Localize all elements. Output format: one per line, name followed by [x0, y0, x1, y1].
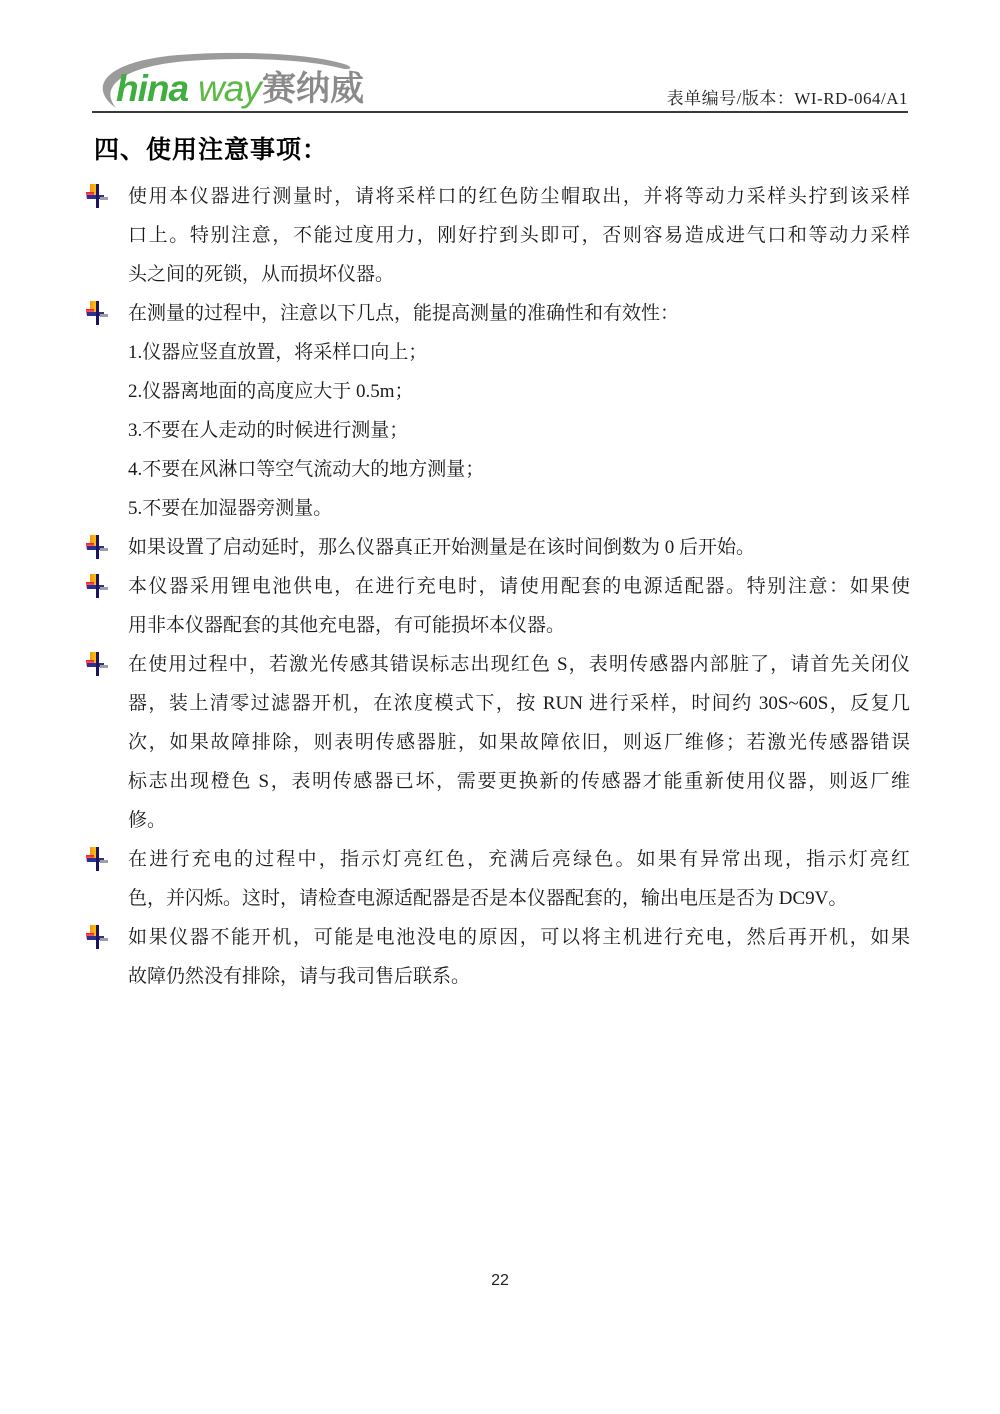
pin-bullet-icon: [86, 535, 108, 559]
logo-text-way: way: [198, 68, 261, 109]
text-line: 3.不要在人走动的时候进行测量；: [128, 420, 409, 441]
text-line: 口上。特别注意，不能过度用力，刚好拧到头即可，否则容易造成进气口和等动力采样: [128, 225, 910, 246]
text-line: 次，如果故障排除，则表明传感器脏，如果故障依旧，则返厂维修；若激光传感器错误: [128, 732, 910, 753]
pin-bullet-icon: [86, 184, 108, 208]
text-line: 使用本仪器进行测量时，请将采样口的红色防尘帽取出，并将等动力采样头拧到该采样: [128, 186, 910, 207]
pin-bullet-icon: [86, 574, 108, 598]
chinaway-logo: [86, 50, 386, 114]
pin-bullet-part: [96, 301, 99, 325]
text-line: 在测量的过程中，注意以下几点，能提高测量的准确性和有效性：: [128, 303, 680, 324]
pin-bullet-part: [100, 860, 108, 863]
text-line: 1.仪器应竖直放置，将采样口向上；: [128, 342, 428, 363]
text-line: 在使用过程中，若激光传感其错误标志出现红色 S，表明传感器内部脏了，请首先关闭仪: [128, 654, 910, 675]
text-line: 故障仍然没有排除，请与我司售后联系。: [128, 966, 471, 987]
note-item: [128, 567, 910, 645]
pin-bullet-icon: [86, 925, 108, 949]
note-item: [128, 840, 910, 918]
section-title: 四、使用注意事项：: [94, 137, 329, 164]
text-line: 色，并闪烁。这时，请检查电源适配器是否是本仪器配套的，输出电压是否为 DC9V。: [128, 888, 848, 909]
text-line: 修。: [128, 810, 167, 831]
pin-bullet-part: [100, 548, 108, 551]
pin-bullet-part: [96, 184, 99, 208]
pin-bullet-part: [100, 314, 108, 317]
text-line: 本仪器采用锂电池供电，在进行充电时，请使用配套的电源适配器。特别注意：如果使: [128, 576, 910, 597]
pin-bullet-part: [96, 847, 99, 871]
pin-bullet-part: [96, 652, 99, 676]
note-item: [128, 918, 910, 996]
text-line: 4.不要在风淋口等空气流动大的地方测量；: [128, 459, 485, 480]
pin-bullet-part: [100, 665, 108, 668]
page-number: 22: [491, 1272, 509, 1289]
text-line: 如果设置了启动延时，那么仪器真正开始测量是在该时间倒数为 0 后开始。: [128, 537, 756, 558]
pin-bullet-icon: [86, 652, 108, 676]
logo-text-hina: hina: [116, 68, 189, 109]
text-line: 5.不要在加湿器旁测量。: [128, 498, 333, 519]
note-item: [128, 645, 910, 840]
pin-bullet-part: [96, 925, 99, 949]
pin-bullet-part: [96, 574, 99, 598]
note-item: [128, 528, 910, 567]
text-line: 用非本仪器配套的其他充电器，有可能损坏本仪器。: [128, 615, 566, 636]
text-line: 2.仪器离地面的高度应大于 0.5m；: [128, 381, 414, 402]
pin-bullet-part: [96, 535, 99, 559]
note-item: [128, 294, 910, 333]
pin-bullet-part: [100, 587, 108, 590]
text-line: 器，装上清零过滤器开机，在浓度模式下，按 RUN 进行采样，时间约 30S~60S，反复几: [128, 693, 910, 714]
text-line: 标志出现橙色 S，表明传感器已坏，需要更换新的传感器才能重新使用仪器，则返厂维: [128, 771, 910, 792]
pin-bullet-part: [100, 197, 108, 200]
form-number: 表单编号/版本：WI-RD-064/A1: [666, 89, 908, 108]
note-item: [128, 177, 910, 294]
notes-list: [128, 177, 910, 996]
pin-bullet-part: [100, 938, 108, 941]
text-line: 如果仪器不能开机，可能是电池没电的原因，可以将主机进行充电，然后再开机，如果: [128, 927, 910, 948]
note-subitems: [128, 333, 910, 528]
text-line: 头之间的死锁，从而损坏仪器。: [128, 264, 395, 285]
pin-bullet-icon: [86, 301, 108, 325]
text-line: 在进行充电的过程中，指示灯亮红色，充满后亮绿色。如果有异常出现，指示灯亮红: [128, 849, 910, 870]
header-divider: [92, 111, 908, 113]
pin-bullet-icon: [86, 847, 108, 871]
logo-text-cjk: 赛纳威: [262, 70, 364, 108]
